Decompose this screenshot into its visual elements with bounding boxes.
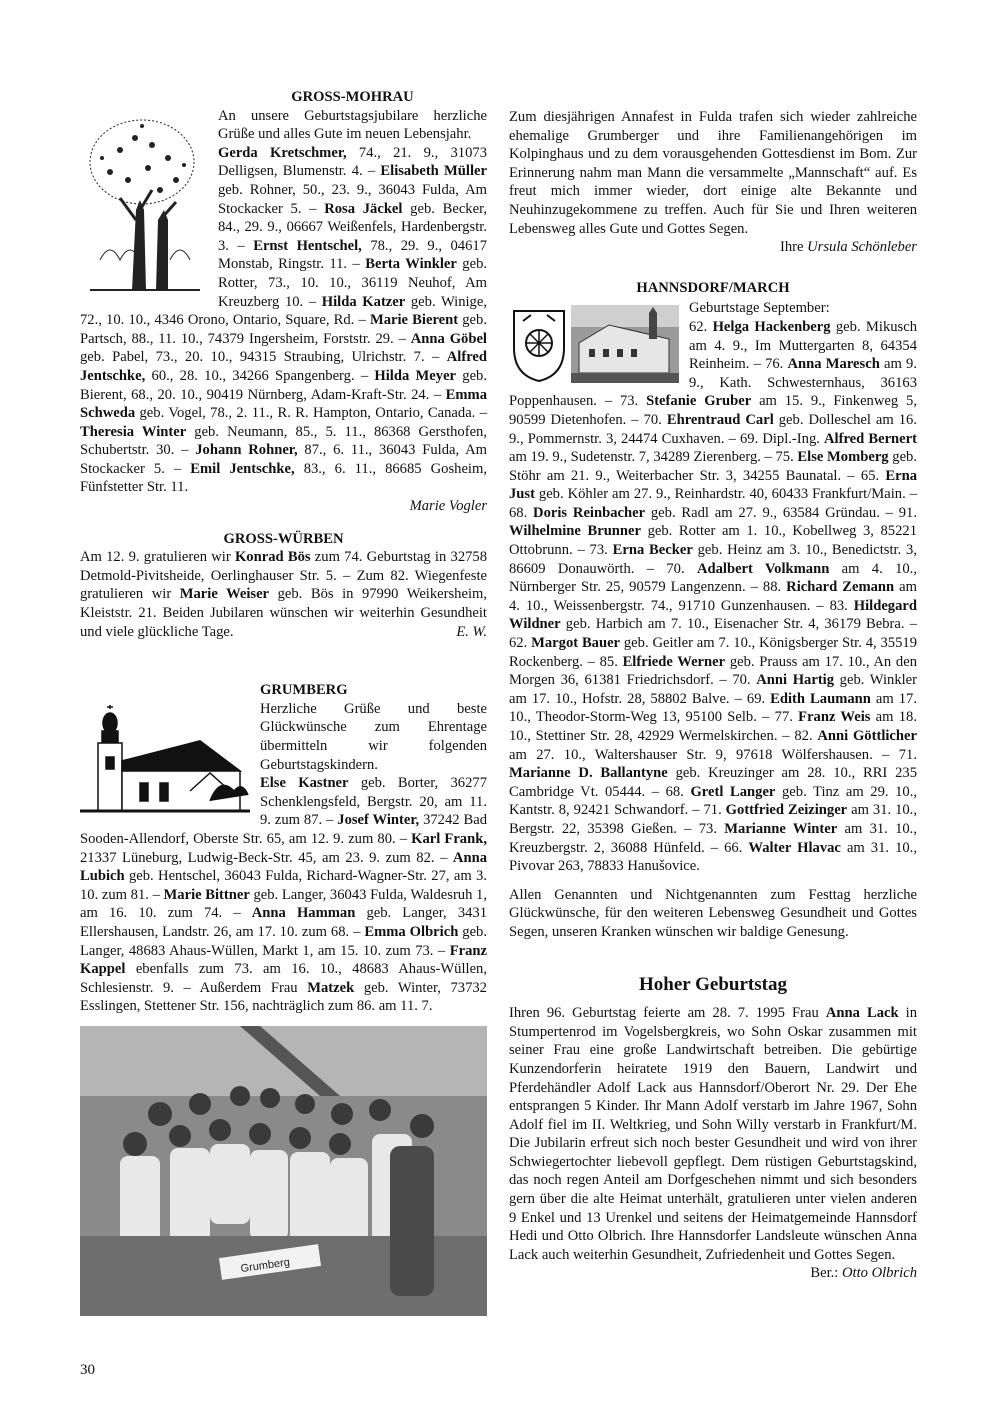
- entry-text: geb. Winkler am 17. 10., Hofstr. 28, 58802 Balve. – 69.: [509, 672, 918, 707]
- section-hoher-geburtstag: [509, 973, 918, 1284]
- name-kappel: Franz Kappel: [80, 942, 487, 978]
- entry-text: am 4. 10., Weissenbergstr. 74., 91710 Gunzenhausen. – 83.: [509, 579, 918, 614]
- name-olbrich: Emma Olbrich: [364, 923, 459, 940]
- entry-text: geb. Harbich am 7. 10., Eisenacher Str. 4, 36179 Bebra. – 62.: [509, 616, 917, 652]
- sig-name: Ursula Schönleber: [807, 239, 917, 256]
- entry-text: geb. Winter, 73732 Esslingen, Stettener Str. 156, nachträglich zum 86. am 11. 7.: [80, 979, 487, 1015]
- entry-text: in Stumpertenrod im Vogelsbergkreis, wo Sohn Oskar zusammen mit seiner Frau eine große Landwirtschaft betreiben. Die gebürtige Kunzendorferin heiratete 1919 den Bauern, Landwirt und Pferdehändler Adolf Lack aus Hannsdorf/Oberort Nr. 29. Der Ehe entsprangen 5 Kinder. Ihr Mann Adolf verstarb im Jahre 1967, Sohn Adolf fiel im II. Weltkrieg, und Sohn Willy verstarb in Frankfurt/M. Die Jubilarin erfreut sich noch bester Gesundheit und wird von ihrer Schwiegertochter liebevoll gepflegt. Dem rüstigen Geburtstagskind, das noch regen Anteil am Dorfgeschehen nimmt und sich besonders gern über die alte Heimat unterhält, gratulieren unter vielen anderen 9 Enkel und 13 Urenkel und seitens der Heimatgemeinde Hannsdorf Hedi und Otto Olbrich. Ihre Hannsdorfer Landsleute wünschen Anna Lack auch weiterhin Gesundheit, Zufriedenheit und Gottes Segen.: [509, 1005, 918, 1263]
- entry-text: am 31. 10., Pivovar 263, 78833 Hanušovice.: [509, 839, 917, 875]
- hannsdorf-intro: Geburtstage September:: [689, 300, 830, 317]
- sig-prefix: Ihre: [779, 239, 808, 256]
- annafest-text: Zum diesjährigen Annafest in Fulda trafen sich wieder zahlreiche ehemalige Grumberger und ihre Familienangehörigen im Kolpinghaus und zu dem vorausgehenden Gottesdienst im Bom. Zur Erinnerung nahm man Mann die versammelte „Mannschaft“ auf. Es freut mich immer wieder, dort einige alte Bekannte und Neuhinzugekommene zu treffen. Auch für Sie und Ihren weiteren Lebensweg alles Gute und Gottes Segen.: [509, 109, 917, 237]
- name-rohner: Johann Rohner,: [195, 442, 298, 459]
- entry-text: 87., 6. 11., 36043 Fulda, Am Stockacker 5. –: [80, 442, 487, 477]
- page-number: 30: [80, 1362, 95, 1378]
- name-brunner: Wilhelmine Brunner: [509, 523, 641, 540]
- entry-text: geb. Stöhr am 21. 9., Weiterbacher Str. 3, 34255 Baunatal. – 65.: [509, 449, 917, 484]
- name-hentschel: Ernst Hentschel,: [253, 237, 362, 254]
- entry-text: geb. Geitler am 7. 10., Königsberger Str. 4, 35519 Rockenberg. – 85.: [509, 635, 917, 670]
- gross-wuerben-title: GROSS-WÜRBEN: [223, 530, 344, 547]
- entry-text: geb. Rohner, 50., 23. 9., 36043 Fulda, Am Stockacker 5. –: [218, 181, 487, 217]
- name-carl: Ehrentraud Carl: [666, 411, 774, 428]
- entry-text: geb. Prauss am 17. 10., An den Morgen 36, 61381 Friedrichsdorf. – 70.: [509, 653, 917, 689]
- entry-text: geb. Radl am 27. 9., 63584 Gründau. – 91.: [645, 504, 917, 521]
- grumberg-intro: Herzliche Grüße und beste Glückwünsche zum Ehrentage übermitteln wir folgenden Geburtstagskindern.: [260, 700, 487, 773]
- hannsdorf-emblem-and-building: [509, 303, 679, 385]
- gross-mohrau-title: GROSS-MOHRAU: [291, 89, 414, 105]
- name-langer: Gretl Langer: [690, 783, 776, 800]
- section-hannsdorf: [509, 279, 917, 942]
- entry-text: geb. Köhler am 27. 9., Reinhardstr. 40, 60433 Frankfurt/Main. – 68.: [509, 486, 917, 521]
- section-grumberg: [80, 681, 487, 1016]
- entry-text: geb. Vogel, 78., 2. 11., R. R. Hampton, Ontario, Canada. –: [135, 405, 487, 422]
- entry-text: 62.: [689, 318, 713, 335]
- name-bauer: Margot Bauer: [531, 635, 621, 652]
- entry-text: Am 12. 9. gratulieren wir: [80, 549, 235, 566]
- entry-text: geb. Langer, 36043 Fulda, Waldesruh 1, am 16. 10. zum 74. –: [80, 886, 487, 922]
- name-marianne-winter: Marianne Winter: [724, 820, 838, 837]
- entry-text: geb. Neumann, 85., 5. 11., 86368 Gersthofen, Schubertstr. 30. –: [80, 423, 487, 459]
- gross-wuerben-signature: E. W.: [456, 623, 487, 640]
- name-reinbacher: Doris Reinbacher: [533, 504, 646, 521]
- entry-text: am 31. 10., Bergstr. 22, 35398 Gießen. – 73.: [509, 802, 917, 837]
- entry-text: geb. Heinz am 3. 10., Benedictstr. 3, 86609 Donauwörth. – 70.: [509, 542, 917, 577]
- name-momberg: Else Momberg: [797, 449, 889, 466]
- hoher-text: [509, 1004, 917, 1264]
- name-anna-lack: Anna Lack: [825, 1005, 899, 1022]
- entry-text: 60., 28. 10., 34266 Spangenberg. –: [145, 367, 375, 384]
- entry-text: geb. Mikusch am 4. 9., Im Muttergarten 8, 64354 Reinheim. – 76.: [689, 318, 917, 373]
- name-jaeckel: Rosa Jäckel: [324, 200, 403, 217]
- entry-text: geb. Hentschel, 36043 Fulda, Richard-Wagner-Str. 27, am 3. 10. zum 81. –: [80, 868, 487, 903]
- name-mueller: Elisabeth Müller: [380, 163, 487, 180]
- entry-text: geb. Partsch, 88., 11. 10., 74379 Ingersheim, Forststr. 29. –: [80, 312, 487, 347]
- name-frank: Karl Frank,: [411, 830, 487, 847]
- entry-text: geb. Langer, 48683 Ahaus-Wüllen, Markt 1, am 15. 10. zum 73. –: [80, 923, 487, 959]
- name-becker: Erna Becker: [612, 542, 693, 559]
- name-just: Erna Just: [509, 467, 917, 503]
- right-column: [509, 108, 917, 1283]
- grumberg-title: GRUMBERG: [260, 682, 348, 699]
- church-illustration: [80, 701, 250, 819]
- name-winter: Theresia Winter: [80, 423, 187, 440]
- name-maresch: Anna Maresch: [787, 356, 880, 373]
- name-hackenberg: Helga Hackenberg: [712, 318, 831, 335]
- entry-text: geb. Rotter, 73., 10. 10., 36119 Neuhof, Am Kreuzberg 10. –: [218, 256, 488, 310]
- entry-text: am 9. 9., Kath. Schwesternhaus, 36163 Poppenhausen. – 73.: [509, 356, 917, 410]
- gross-wuerben-text: [80, 548, 487, 641]
- name-werner: Elfriede Werner: [622, 653, 726, 670]
- name-goebel: Anna Göbel: [410, 330, 487, 347]
- entry-text: geb. Winige, 72., 10. 10., 4346 Orono, Ontario, Square, Rd. –: [80, 293, 487, 329]
- entry-text: 78., 29. 9., 04617 Monstab, Ringstr. 11. –: [218, 237, 487, 273]
- name-ballantyne: Marianne D. Ballantyne: [509, 765, 668, 782]
- entry-text: am 27. 10., Waltershauser Str. 9, 97618 Wölfershausen. – 71.: [509, 746, 917, 763]
- name-kretschmer: Gerda Kretschmer,: [218, 144, 347, 161]
- entry-text: geb. Tinz am 29. 10., Kantstr. 8, 92421 Schwandorf. – 71.: [509, 783, 917, 819]
- name-weis: Franz Weis: [798, 709, 871, 726]
- hannsdorf-closing: Allen Genannten und Nichtgenannten zum Festtag herzliche Glückwünsche, für den weiteren Lebensweg Gesundheit und Gottes Segen, unseren Kranken wünschen wir baldige Genesung.: [509, 886, 917, 940]
- gross-mohrau-intro: An unsere Geburtstagsjubilare herzliche Grüße und alles Gute im neuen Lebensjahr.: [218, 107, 487, 143]
- entry-text: am 4. 10., Nürnberger Str. 25, 90579 Langenzenn. – 88.: [509, 560, 917, 596]
- name-hamman: Anna Hamman: [251, 905, 356, 922]
- name-zeizinger: Gottfried Zeizinger: [725, 802, 848, 819]
- name-wildner: Hildegard Wildner: [509, 597, 917, 633]
- annafest-signature: [509, 238, 917, 257]
- name-hartig: Anni Hartig: [756, 672, 835, 689]
- section-gross-wuerben: [80, 530, 487, 642]
- name-emil-jentschke: Emil Jentschke,: [190, 460, 295, 477]
- entry-text: geb. Rotter am 1. 10., Kobellweg 3, 85221 Ottobrunn. – 73.: [509, 523, 917, 559]
- name-bittner: Marie Bittner: [163, 886, 250, 903]
- name-hlavac: Walter Hlavac: [748, 839, 841, 856]
- name-katzer: Hilda Katzer: [321, 293, 406, 310]
- name-gruber: Stefanie Gruber: [646, 393, 752, 410]
- tree-illustration: [80, 110, 208, 295]
- gross-mohrau-signature: Marie Vogler: [409, 498, 487, 515]
- entry-text: 37242 Bad Sooden-Allendorf, Oberste Str. 65, am 12. 9. zum 80. –: [80, 812, 487, 847]
- entry-text: ebenfalls zum 73. am 16. 10., 48683 Ahaus-Wüllen, Schlesienstr. 9. – Außerdem Frau: [80, 961, 487, 996]
- section-annafest: [509, 108, 917, 257]
- entry-text: 21337 Lüneburg, Ludwig-Beck-Str. 45, am 23. 9. zum 82. –: [80, 849, 453, 866]
- name-zemann: Richard Zemann: [786, 579, 895, 596]
- name-bernert: Alfred Bernert: [824, 430, 917, 447]
- name-josef-winter: Josef Winter,: [337, 812, 420, 829]
- hoher-title: Hoher Geburtstag: [639, 973, 787, 995]
- name-volkmann: Adalbert Volkmann: [696, 560, 830, 577]
- entry-text: am 17. 10., Theodor-Storm-Weg 13, 95100 Selb. – 77.: [509, 690, 917, 726]
- name-meyer: Hilda Meyer: [374, 367, 457, 384]
- name-winkler: Berta Winkler: [365, 256, 457, 273]
- name-kastner: Else Kastner: [260, 775, 349, 792]
- name-schweda: Emma Schweda: [80, 386, 487, 422]
- entry-text: geb. Bös in 97990 Weikersheim, Kleiststr. 21. Beiden Jubilaren wünschen wir weiterhin Gesundheit und viele glückliche Tage.: [80, 586, 487, 640]
- name-jentschke: Alfred Jentschke,: [80, 349, 487, 384]
- entry-text: 74., 21. 9., 31073 Delligsen, Blumenstr. 4. –: [218, 144, 487, 180]
- entry-text: am 18. 10., Stettiner Str. 28, 42929 Wermelskirchen. – 82.: [509, 709, 918, 744]
- entry-text: geb. Dolleschel am 16. 9., Pommernstr. 3, 24474 Cuxhaven. – 69. Dipl.-Ing.: [509, 411, 917, 447]
- entry-text: Ihren 96. Geburtstag feierte am 28. 7. 1995 Frau: [509, 1005, 826, 1022]
- name-laumann: Edith Laumann: [770, 690, 871, 707]
- left-column: [80, 88, 487, 1316]
- sig-name: Otto Olbrich: [842, 1265, 917, 1282]
- name-lubich: Anna Lubich: [80, 849, 487, 885]
- photo-sign-text: Grumberg: [239, 1256, 291, 1275]
- entry-text: am 19. 9., Sudetenstr. 7, 34289 Zierenberg. – 75.: [509, 449, 798, 466]
- entry-text: geb. Kreuzinger am 28. 10., RRI 235 Cambridge Vt. 05444. – 68.: [509, 765, 918, 800]
- hannsdorf-title: HANNSDORF/MARCH: [636, 279, 790, 296]
- entry-text: am 15. 9., Finkenweg 5, 90599 Dietenhofen. – 70.: [509, 393, 917, 428]
- entry-text: 83., 6. 11., 86685 Gosheim, Fünfstetter Str. 11.: [80, 460, 487, 496]
- group-photo-graphic: [80, 1026, 487, 1316]
- entry-text: geb. Pabel, 73., 20. 10., 94315 Straubing, Ulrichstr. 7. –: [80, 349, 447, 366]
- entry-text: geb. Bierent, 68., 20. 10., 90419 Nürnberg, Adam-Kraft-Str. 24. –: [80, 367, 487, 403]
- name-goettlicher: Anni Göttlicher: [817, 728, 917, 744]
- name-weiser: Marie Weiser: [179, 586, 270, 603]
- entry-text: zum 74. Geburtstag in 32758 Detmold-Pivitsheide, Oerlinghauser Str. 5. – Zum 82. Wiegenfeste gratulieren wir: [80, 549, 488, 603]
- entry-text: geb. Becker, 84., 29. 9., 06667 Weißenfels, Hardenbergstr. 3. –: [218, 200, 487, 254]
- name-bierent: Marie Bierent: [369, 312, 459, 329]
- entry-text: am 31. 10., Kreuzbergstr. 2, 36088 Hünfeld. – 66.: [509, 820, 917, 856]
- name-boes: Konrad Bös: [234, 549, 311, 566]
- name-matzek: Matzek: [307, 979, 355, 996]
- group-photo: [80, 1026, 487, 1316]
- entry-text: geb. Langer, 3431 Ellershausen, Landstr. 26, am 17. 10. zum 68. –: [80, 905, 488, 940]
- hannsdorf-text: [509, 299, 917, 875]
- section-gross-mohrau: [80, 88, 487, 516]
- sig-prefix: Ber.:: [810, 1265, 842, 1282]
- hoher-signature: [509, 1264, 917, 1283]
- entry-text: geb. Borter, 36277 Schenklengsfeld, Bergstr. 20, am 11. 9. zum 87. –: [260, 775, 487, 829]
